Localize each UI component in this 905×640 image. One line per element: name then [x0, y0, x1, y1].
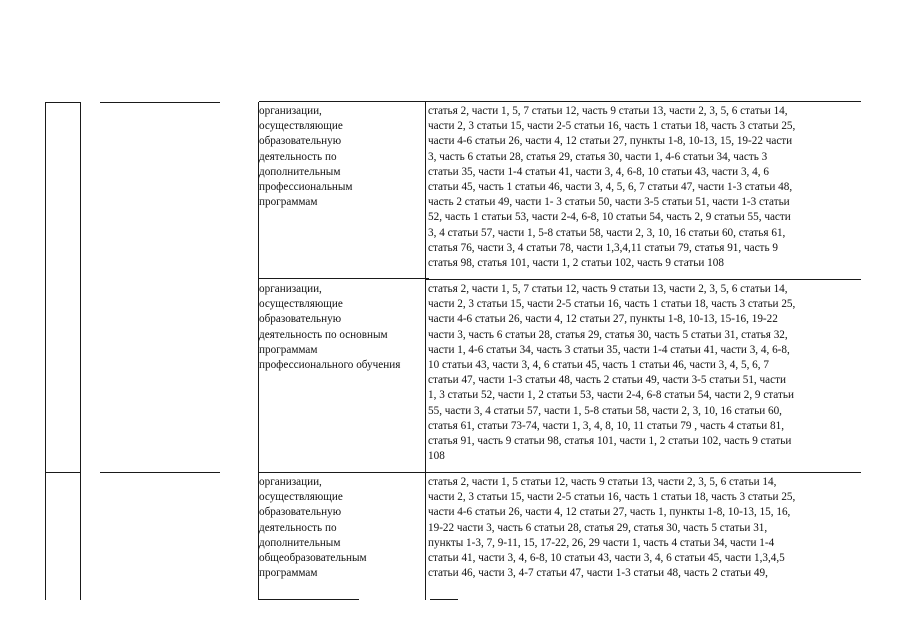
- org-line: профессиональным: [259, 180, 353, 193]
- row-3-references-cell: [428, 475, 860, 581]
- table-top-border-left: [45, 102, 80, 103]
- reference-line: статья 2, части 1, 5 статьи 12, часть 9 статьи 13, части 2, 3, 5, 6 статьи 14,: [428, 476, 777, 488]
- reference-line: 10 статьи 43, части 3, 4, 6 статьи 45, часть 1 статьи 46, части 3, 4, 5, 6, 7: [428, 358, 769, 371]
- org-line: образовательную: [259, 313, 342, 326]
- row-1-organization-cell: [259, 104, 422, 210]
- reference-line: статья 2, части 1, 5, 7 статьи 12, часть 9 статьи 13, части 2, 3, 5, 6 статьи 14,: [428, 105, 788, 117]
- reference-line: части 4-6 статьи 26, части 4, 12 статьи 27, пункты 1-8, 10-13, 15-16, 19-22: [428, 313, 778, 326]
- column-divider-3: [425, 102, 426, 600]
- reference-line: часть 2 статьи 49, части 1- 3 статьи 50, части 3-5 статьи 51, части 1-3 статьи: [428, 196, 790, 209]
- org-line: организации,: [259, 283, 322, 295]
- org-line: образовательную: [259, 135, 342, 148]
- reference-line: 55, части 3, 4 статьи 57, части 1, 5-8 статьи 58, части 2, 3, 10, 16 статьи 60,: [428, 404, 782, 417]
- reference-line: части 1, 4-6 статьи 34, часть 3 статьи 35, части 1-4 статьи 41, части 3, 4, 6-8,: [428, 343, 790, 356]
- org-line: программам: [259, 343, 318, 356]
- reference-line: статья 98, статья 101, части 1, 2 статьи 102, часть 9 статьи 108: [428, 256, 724, 269]
- org-line: программам: [259, 567, 318, 580]
- reference-line: статья 91, часть 9 статьи 98, статья 101, части 1, 2 статьи 102, часть 9 статьи: [428, 434, 792, 447]
- org-line: общеобразовательным: [259, 551, 367, 564]
- row-1-references-cell: [428, 104, 860, 271]
- org-line: организации,: [259, 476, 322, 488]
- reference-line: статья 76, части 3, 4 статьи 78, части 1,3,4,11 статьи 79, статья 91, часть 9: [428, 241, 778, 254]
- reference-line: 3, часть 6 статьи 28, статья 29, статья 30, части 1, 4-6 статьи 34, часть 3: [428, 150, 768, 163]
- row-divider-1-ref: [425, 279, 861, 280]
- row-3-organization-cell: [259, 475, 422, 581]
- reference-line: 108: [428, 450, 445, 463]
- org-line: программам: [259, 196, 318, 209]
- table-top-border-mid: [100, 102, 220, 103]
- reference-line: 19-22 части 3, часть 6 статьи 28, статья 29, статья 30, часть 5 статьи 31,: [428, 521, 768, 534]
- reference-line: статья 61, статьи 73-74, части 1, 3, 4, 8, 10, 11 статьи 79 , часть 4 статьи 81,: [428, 419, 785, 432]
- table-top-border-right: [259, 101, 861, 102]
- reference-line: части 4-6 статьи 26, части 4, 12 статьи 27, часть 1, пункты 1-8, 10-13, 15, 16,: [428, 506, 791, 519]
- org-line: деятельность по основным: [259, 328, 388, 341]
- row-divider-1: [259, 278, 429, 279]
- org-line: деятельность по: [259, 521, 337, 534]
- org-line: осуществляющие: [259, 298, 343, 311]
- org-line: дополнительным: [259, 165, 341, 178]
- row-2-organization-cell: [259, 282, 422, 373]
- org-line: профессионального обучения: [259, 358, 401, 371]
- row-2-references-cell: [428, 282, 860, 464]
- table-bottom-border-org: [259, 599, 359, 600]
- reference-line: пункты 1-3, 7, 9-11, 15, 17-22, 26, 29 части 1, часть 4 статьи 34, части 1-4: [428, 536, 775, 549]
- org-line: осуществляющие: [259, 120, 343, 133]
- org-line: осуществляющие: [259, 491, 343, 504]
- table-bottom-border-ref: [430, 599, 458, 600]
- reference-line: 52, часть 1 статьи 53, части 2-4, 6-8, 10 статьи 54, часть 2, 9 статьи 55, части: [428, 211, 791, 224]
- row-divider-2-left: [45, 472, 80, 473]
- reference-line: части 2, 3 статьи 15, части 2-5 статьи 16, часть 1 статьи 18, часть 3 статьи 25,: [428, 120, 796, 133]
- reference-line: части 2, 3 статьи 15, части 2-5 статьи 16, часть 1 статьи 18, часть 3 статьи 25,: [428, 491, 796, 504]
- org-line: образовательную: [259, 506, 342, 519]
- table-left-border: [45, 102, 46, 600]
- reference-line: части 4-6 статьи 26, части 4, 12 статьи 27, пункты 1-8, 10-13, 15, 19-22 части: [428, 135, 793, 148]
- reference-line: 1, 3 статьи 52, части 1, 2 статьи 53, части 2-4, 6-8 статьи 54, части 2, 9 статьи: [428, 389, 794, 402]
- column-divider-1: [80, 102, 81, 600]
- reference-line: статьи 46, части 3, 4-7 статьи 47, части 1-3 статьи 48, часть 2 статьи 49,: [428, 567, 768, 580]
- reference-line: части 2, 3 статьи 15, части 2-5 статьи 16, часть 1 статьи 18, часть 3 статьи 25,: [428, 298, 796, 311]
- reference-line: 3, 4 статьи 57, части 1, 5-8 статьи 58, части 2, 3, 10, 16 статьи 60, статья 61,: [428, 226, 786, 239]
- reference-line: статья 2, части 1, 5, 7 статьи 12, часть 9 статьи 13, части 2, 3, 5, 6 статьи 14,: [428, 283, 788, 295]
- reference-line: статьи 41, части 3, 4, 6-8, 10 статьи 43, части 3, 4, 6 статьи 45, части 1,3,4,5: [428, 551, 785, 564]
- row-divider-2-right: [259, 472, 861, 473]
- reference-line: статьи 35, части 1-4 статьи 41, части 3, 4, 6-8, 10 статьи 43, части 3, 4, 6: [428, 165, 769, 178]
- org-line: деятельность по: [259, 150, 337, 163]
- org-line: дополнительным: [259, 536, 341, 549]
- reference-line: статьи 47, части 1-3 статьи 48, часть 2 статьи 49, части 3-5 статьи 51, части: [428, 374, 786, 387]
- org-line: организации,: [259, 105, 322, 117]
- reference-line: части 3, часть 6 статьи 28, статья 29, статья 30, часть 5 статьи 31, статья 32,: [428, 328, 788, 341]
- reference-line: статьи 45, часть 1 статьи 46, части 3, 4, 5, 6, 7 статьи 47, части 1-3 статьи 48,: [428, 180, 793, 193]
- row-divider-2-mid: [100, 472, 220, 473]
